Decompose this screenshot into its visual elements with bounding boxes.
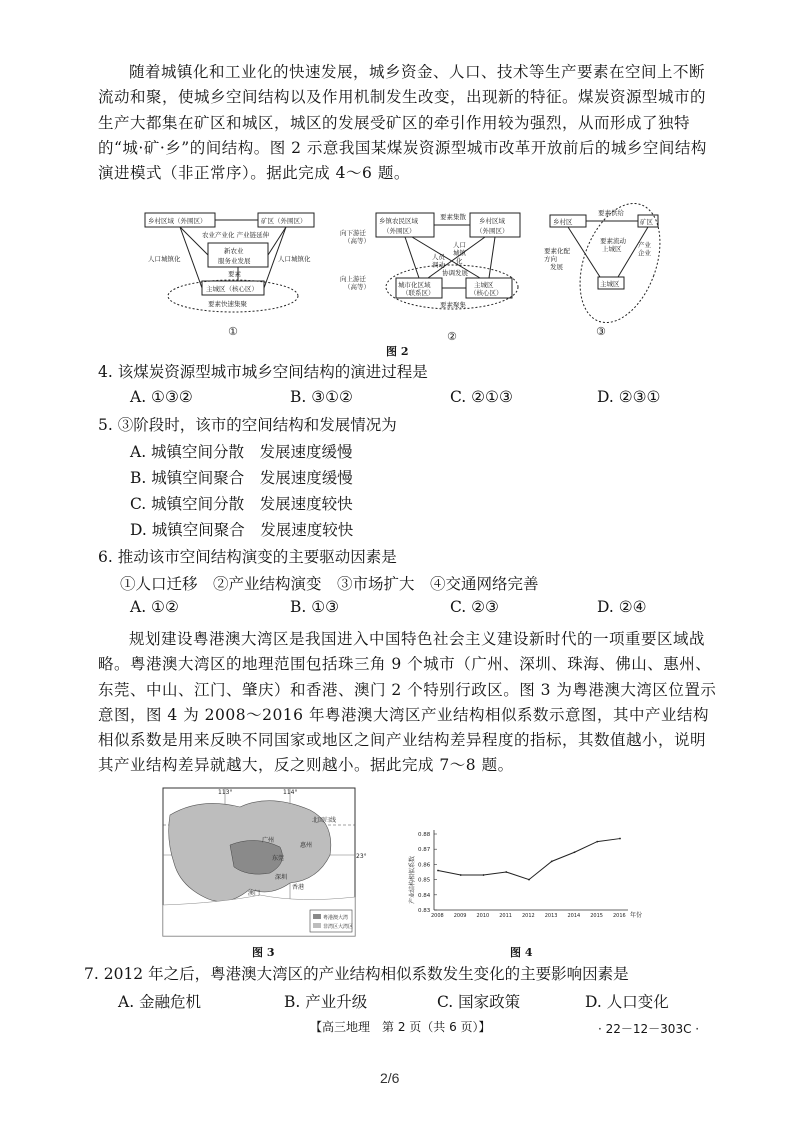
map-legend-2: 非湾区大湾区 (323, 924, 354, 930)
chart-point (437, 870, 439, 872)
chart-point (528, 879, 530, 881)
chart-x-tick-label: 2008 (431, 913, 444, 919)
d3-mid-1: 要素流动 (600, 237, 626, 245)
q5-option-c[interactable]: C. 城镇空间分散 发展速度较快 (130, 495, 353, 513)
map-city-huizhou: 惠州 (300, 842, 313, 849)
d2-city-1: 主城区 (474, 281, 494, 289)
d1-right: 人口城镇化 (278, 255, 311, 263)
map-city-guangzhou: 广州 (262, 837, 275, 844)
d1-number: ① (228, 325, 238, 338)
passage-1: 随着城镇化和工业化的快速发展，城乡资金、人口、技术等生产要素在空间上不断流动和聚，使城乡空间结构以及作用机制发生改变，出现新的特征。煤炭资源型城市的生产大都集在矿区和城区，城区的发展受矿区的牵引作用较为强烈，从而形成了独特的“城·矿·乡”的间结构。图 2 示意我国某煤炭资源型城市改革开放前后的城乡空间结构演进模式（非正常序）。据此完成 4～6 题。 (98, 63, 707, 183)
q4-option-b[interactable]: B. ③①② (290, 388, 353, 406)
d2-mid: 要素集散 (440, 213, 466, 221)
q6-factors: ①人口迁移 ②产业结构演变 ③市场扩大 ④交通网络完善 (120, 575, 539, 593)
q6-option-a[interactable]: A. ①② (130, 598, 179, 616)
chart-y-tick-label: 0.86 (418, 862, 431, 869)
d2-sub-1: 城市化区域 (398, 281, 431, 289)
chart-x-tick-label: 2010 (476, 913, 490, 919)
d1-mine: 矿区（外围区） (261, 217, 307, 225)
map-lon-113: 113° (218, 789, 233, 796)
d3-mid-2: 上城区 (602, 245, 622, 253)
figure-3-map (160, 785, 367, 940)
page-indicator: 2/6 (380, 1070, 400, 1086)
q7-option-d[interactable]: D. 人口变化 (585, 993, 669, 1011)
figure-4-chart (398, 822, 648, 922)
chart-y-tick-label: 0.85 (418, 877, 431, 884)
d2-pop1-1: 人口 (453, 241, 466, 249)
chart-x-tick-label: 2014 (567, 913, 581, 919)
d3-mine: 矿区 (640, 218, 653, 226)
chart-point (551, 860, 553, 862)
figure-4-caption: 图 4 (510, 946, 533, 959)
q5-option-d[interactable]: D. 城镇空间聚合 发展速度较快 (130, 521, 354, 539)
d1-factor: 要素 (228, 270, 241, 278)
chart-x-tick-label: 2012 (522, 913, 535, 919)
q7-option-a[interactable]: A. 金融危机 (118, 993, 202, 1011)
d2-left2-1: 向上游迁 (340, 275, 366, 283)
map-lat-23: 23° (356, 853, 367, 860)
chart-point (596, 841, 598, 843)
q7-option-c[interactable]: C. 国家政策 (437, 993, 521, 1011)
d2-number: ② (447, 330, 457, 343)
d3-left-3: 发展 (550, 263, 563, 271)
passage-2: 规划建设粤港澳大湾区是我国进入中国特色社会主义建设新时代的一项重要区域战略。粤港澳大湾区的地理范围包括珠三角 9 个城市（广州、深圳、珠海、佛山、惠州、东莞、中山、江门、肇庆）和香港、澳门 2 个特别行政区。图 3 为粤港澳大湾区位置示意图，图 4 为 2008～2016 年粤港澳大湾区产业结构相似系数示意图，其中产业结构相似系数是用来反映不同国家或地区之间产业结构差异程度的指标，其数值越小，说明其产业结构差异就越大，反之则越小。据此完成 7～8 题。 (98, 630, 717, 775)
footer-page-info: 【高三地理 第 2 页（共 6 页）】 (310, 1020, 491, 1034)
map-city-dongguan: 东莞 (272, 855, 285, 862)
d1-flow: 要素快速集聚 (208, 300, 247, 308)
chart-x-tick-label: 2013 (544, 913, 558, 919)
d2-dev: 协调发展 (442, 269, 468, 277)
d3-right-1: 产业 (638, 241, 651, 249)
d1-center-2: 服务业发展 (218, 257, 251, 265)
chart-point (505, 871, 507, 873)
chart-y-tick-label: 0.84 (418, 892, 431, 899)
figure-2-diagrams (140, 205, 670, 355)
d2-pop2-2: 调动 (432, 261, 445, 269)
d3-city: 主城区 (600, 280, 620, 288)
d1-city: 主城区（核心区） (206, 285, 258, 293)
chart-point (483, 874, 485, 876)
q7-stem: 7. 2012 年之后，粤港澳大湾区的产业结构相似系数发生变化的主要影响因素是 (84, 965, 629, 983)
map-city-macau: 澳门 (248, 890, 261, 897)
d3-left-1: 要素化配 (544, 247, 570, 255)
d2-rural-2: （外围区） (476, 227, 509, 235)
figure-2-caption: 图 2 (386, 345, 409, 358)
d1-rural: 乡村区域（外围区） (148, 217, 207, 225)
d2-city-2: （核心区） (470, 289, 503, 297)
chart-point (460, 874, 462, 876)
d3-left-2: 方向 (544, 255, 557, 263)
d2-villagetown-1: 乡镇农民区域 (379, 217, 418, 225)
q6-stem: 6. 推动该市空间结构演变的主要驱动因素是 (98, 548, 397, 566)
q4-option-a[interactable]: A. ①③② (130, 388, 193, 406)
chart-series-line (438, 839, 620, 880)
d2-left2-2: （高等） (344, 283, 370, 291)
d3-top: 要素供给 (598, 209, 624, 217)
chart-y-tick-label: 0.83 (418, 908, 431, 914)
chart-x-tick-label: 2011 (499, 913, 512, 919)
q4-stem: 4. 该煤炭资源型城市城乡空间结构的演进过程是 (98, 363, 428, 381)
d2-pop1-3: 化 (456, 257, 463, 265)
d3-rural: 乡村区 (553, 218, 573, 226)
q6-option-d[interactable]: D. ②④ (597, 598, 647, 616)
q4-option-d[interactable]: D. ②③① (597, 388, 661, 406)
d2-flow: 要素聚集 (440, 301, 466, 309)
q6-option-b[interactable]: B. ①③ (290, 598, 340, 616)
map-lon-114: 114° (283, 789, 298, 796)
d2-left1-2: （高等） (344, 237, 370, 245)
d1-left: 人口城镇化 (148, 255, 181, 263)
d2-rural-1: 乡村区域 (479, 217, 505, 225)
footer-code: · 22－12－303C · (598, 1022, 700, 1036)
d1-ind: 农业产业化 产业链延伸 (202, 231, 270, 239)
d2-pop2-1: 人员 (432, 253, 445, 261)
chart-y-tick-label: 0.87 (418, 847, 431, 854)
d3-number: ③ (596, 325, 606, 338)
d2-pop1-2: 城镇 (453, 249, 466, 257)
q5-option-a[interactable]: A. 城镇空间分散 发展速度缓慢 (130, 443, 353, 461)
chart-x-tick-label: 2009 (453, 913, 467, 919)
map-legend-1: 粤港澳大湾 (323, 915, 349, 921)
q6-option-c[interactable]: C. ②③ (450, 598, 499, 616)
chart-x-tick-label: 2015 (590, 913, 603, 919)
figure-3-caption: 图 3 (252, 946, 275, 959)
d2-villagetown-2: （外围区） (383, 227, 416, 235)
q5-stem: 5. ③阶段时，该市的空间结构和发展情况为 (98, 416, 397, 434)
map-tropic-label: 北回归线 (312, 817, 337, 824)
q7-option-b[interactable]: B. 产业升级 (284, 993, 368, 1011)
q4-option-c[interactable]: C. ②①③ (450, 388, 513, 406)
chart-x-tick-label: 2016 (613, 913, 626, 919)
d2-left1-1: 向下游迁 (340, 229, 366, 237)
map-city-hongkong: 香港 (292, 884, 305, 891)
chart-xlabel: 年份 (630, 912, 643, 919)
d2-sub-2: （联系区） (402, 289, 435, 297)
q5-option-b[interactable]: B. 城镇空间聚合 发展速度缓慢 (130, 469, 353, 487)
chart-point (574, 851, 576, 853)
d1-center-1: 新农业 (224, 247, 244, 255)
chart-y-tick-label: 0.88 (418, 832, 431, 838)
chart-point (619, 838, 621, 840)
d3-right-2: 企业 (638, 249, 651, 257)
chart-ylabel: 产业结构相似系数 (409, 855, 416, 904)
map-city-shenzhen: 深圳 (275, 874, 288, 881)
